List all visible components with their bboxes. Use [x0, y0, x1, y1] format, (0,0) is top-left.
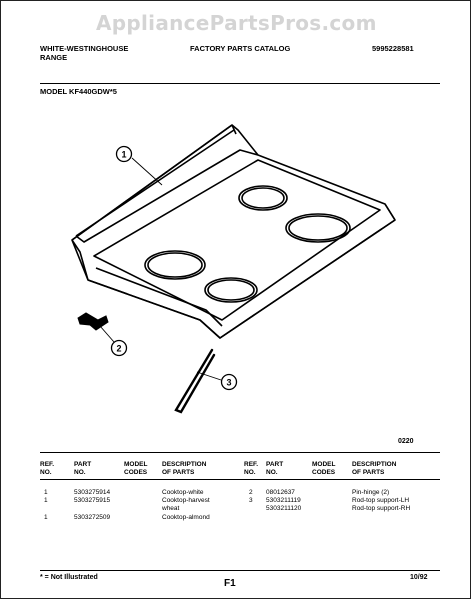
- table-row-desc: Cooktop-almond: [162, 514, 210, 521]
- hinge-pin-part: [78, 313, 108, 330]
- col-ref-header-right: REF. NO.: [244, 461, 259, 476]
- back-rail-lip: [76, 150, 258, 242]
- catalog-title: FACTORY PARTS CATALOG: [190, 44, 291, 53]
- callout-2: 2: [116, 343, 122, 354]
- brand-line-1: WHITE-WESTINGHOUSE: [40, 44, 129, 53]
- page-number: F1: [224, 578, 236, 589]
- brand-line-2: RANGE: [40, 53, 68, 62]
- col-model-header-right: MODEL CODES: [312, 461, 336, 476]
- table-row-part: 08012637: [266, 489, 295, 496]
- col-desc-header-right: DESCRIPTION OF PARTS: [352, 461, 397, 476]
- table-row-part: 5303211120: [266, 505, 302, 512]
- watermark: AppliancePartsPros.com: [96, 11, 377, 35]
- table-row-desc: Rod-top support-LH: [352, 497, 410, 504]
- col-desc-header-left: DESCRIPTION OF PARTS: [162, 461, 207, 476]
- table-row-desc: Rod-top support-RH: [352, 505, 411, 512]
- leader-line-2: [100, 326, 114, 342]
- table-top-rule: [40, 452, 440, 453]
- table-row-desc-cont: wheat: [162, 505, 180, 512]
- footer-rule: [40, 570, 440, 571]
- footer-date: 10/92: [410, 574, 428, 581]
- table-row-part: 5303275915: [74, 497, 111, 504]
- table-row-desc: Cooktop-harvest: [162, 497, 210, 504]
- callout-1: 1: [121, 149, 127, 160]
- back-rail: [72, 125, 236, 240]
- col-part-header-right: PART NO.: [266, 461, 284, 476]
- table-row-desc: Pin-hinge (2): [352, 489, 390, 496]
- table-row-part: 5303211119: [266, 497, 301, 504]
- table-header-rule: [40, 479, 440, 480]
- burner-opening-back-left: [239, 186, 287, 210]
- callout-3: 3: [226, 377, 232, 388]
- table-row-part: 5303275914: [74, 489, 111, 496]
- footer-note: * = Not Illustrated: [40, 574, 98, 581]
- model-number: MODEL KF440GDW*5: [40, 87, 117, 96]
- burner-opening-back-right: [286, 214, 350, 242]
- support-rod-part: [176, 350, 214, 412]
- cooktop-front-edge: [72, 204, 395, 338]
- burner-opening-front-right: [205, 278, 257, 302]
- table-row-ref: 1: [44, 497, 48, 504]
- table-row-ref: 1: [44, 489, 48, 496]
- leader-line-1: [132, 158, 162, 185]
- table-row-ref: 3: [249, 497, 253, 504]
- col-ref-header-left: REF. NO.: [40, 461, 55, 476]
- table-row-part: 5303272509: [74, 514, 111, 521]
- catalog-number: 5995228581: [372, 44, 414, 53]
- table-row-ref: 1: [44, 514, 48, 521]
- col-part-header-left: PART NO.: [74, 461, 92, 476]
- table-row-desc: Cooktop-white: [162, 489, 204, 496]
- burner-opening-front-left: [145, 251, 205, 279]
- col-model-header-left: MODEL CODES: [124, 461, 148, 476]
- table-row-ref: 2: [249, 489, 253, 496]
- section-code: 0220: [398, 438, 414, 445]
